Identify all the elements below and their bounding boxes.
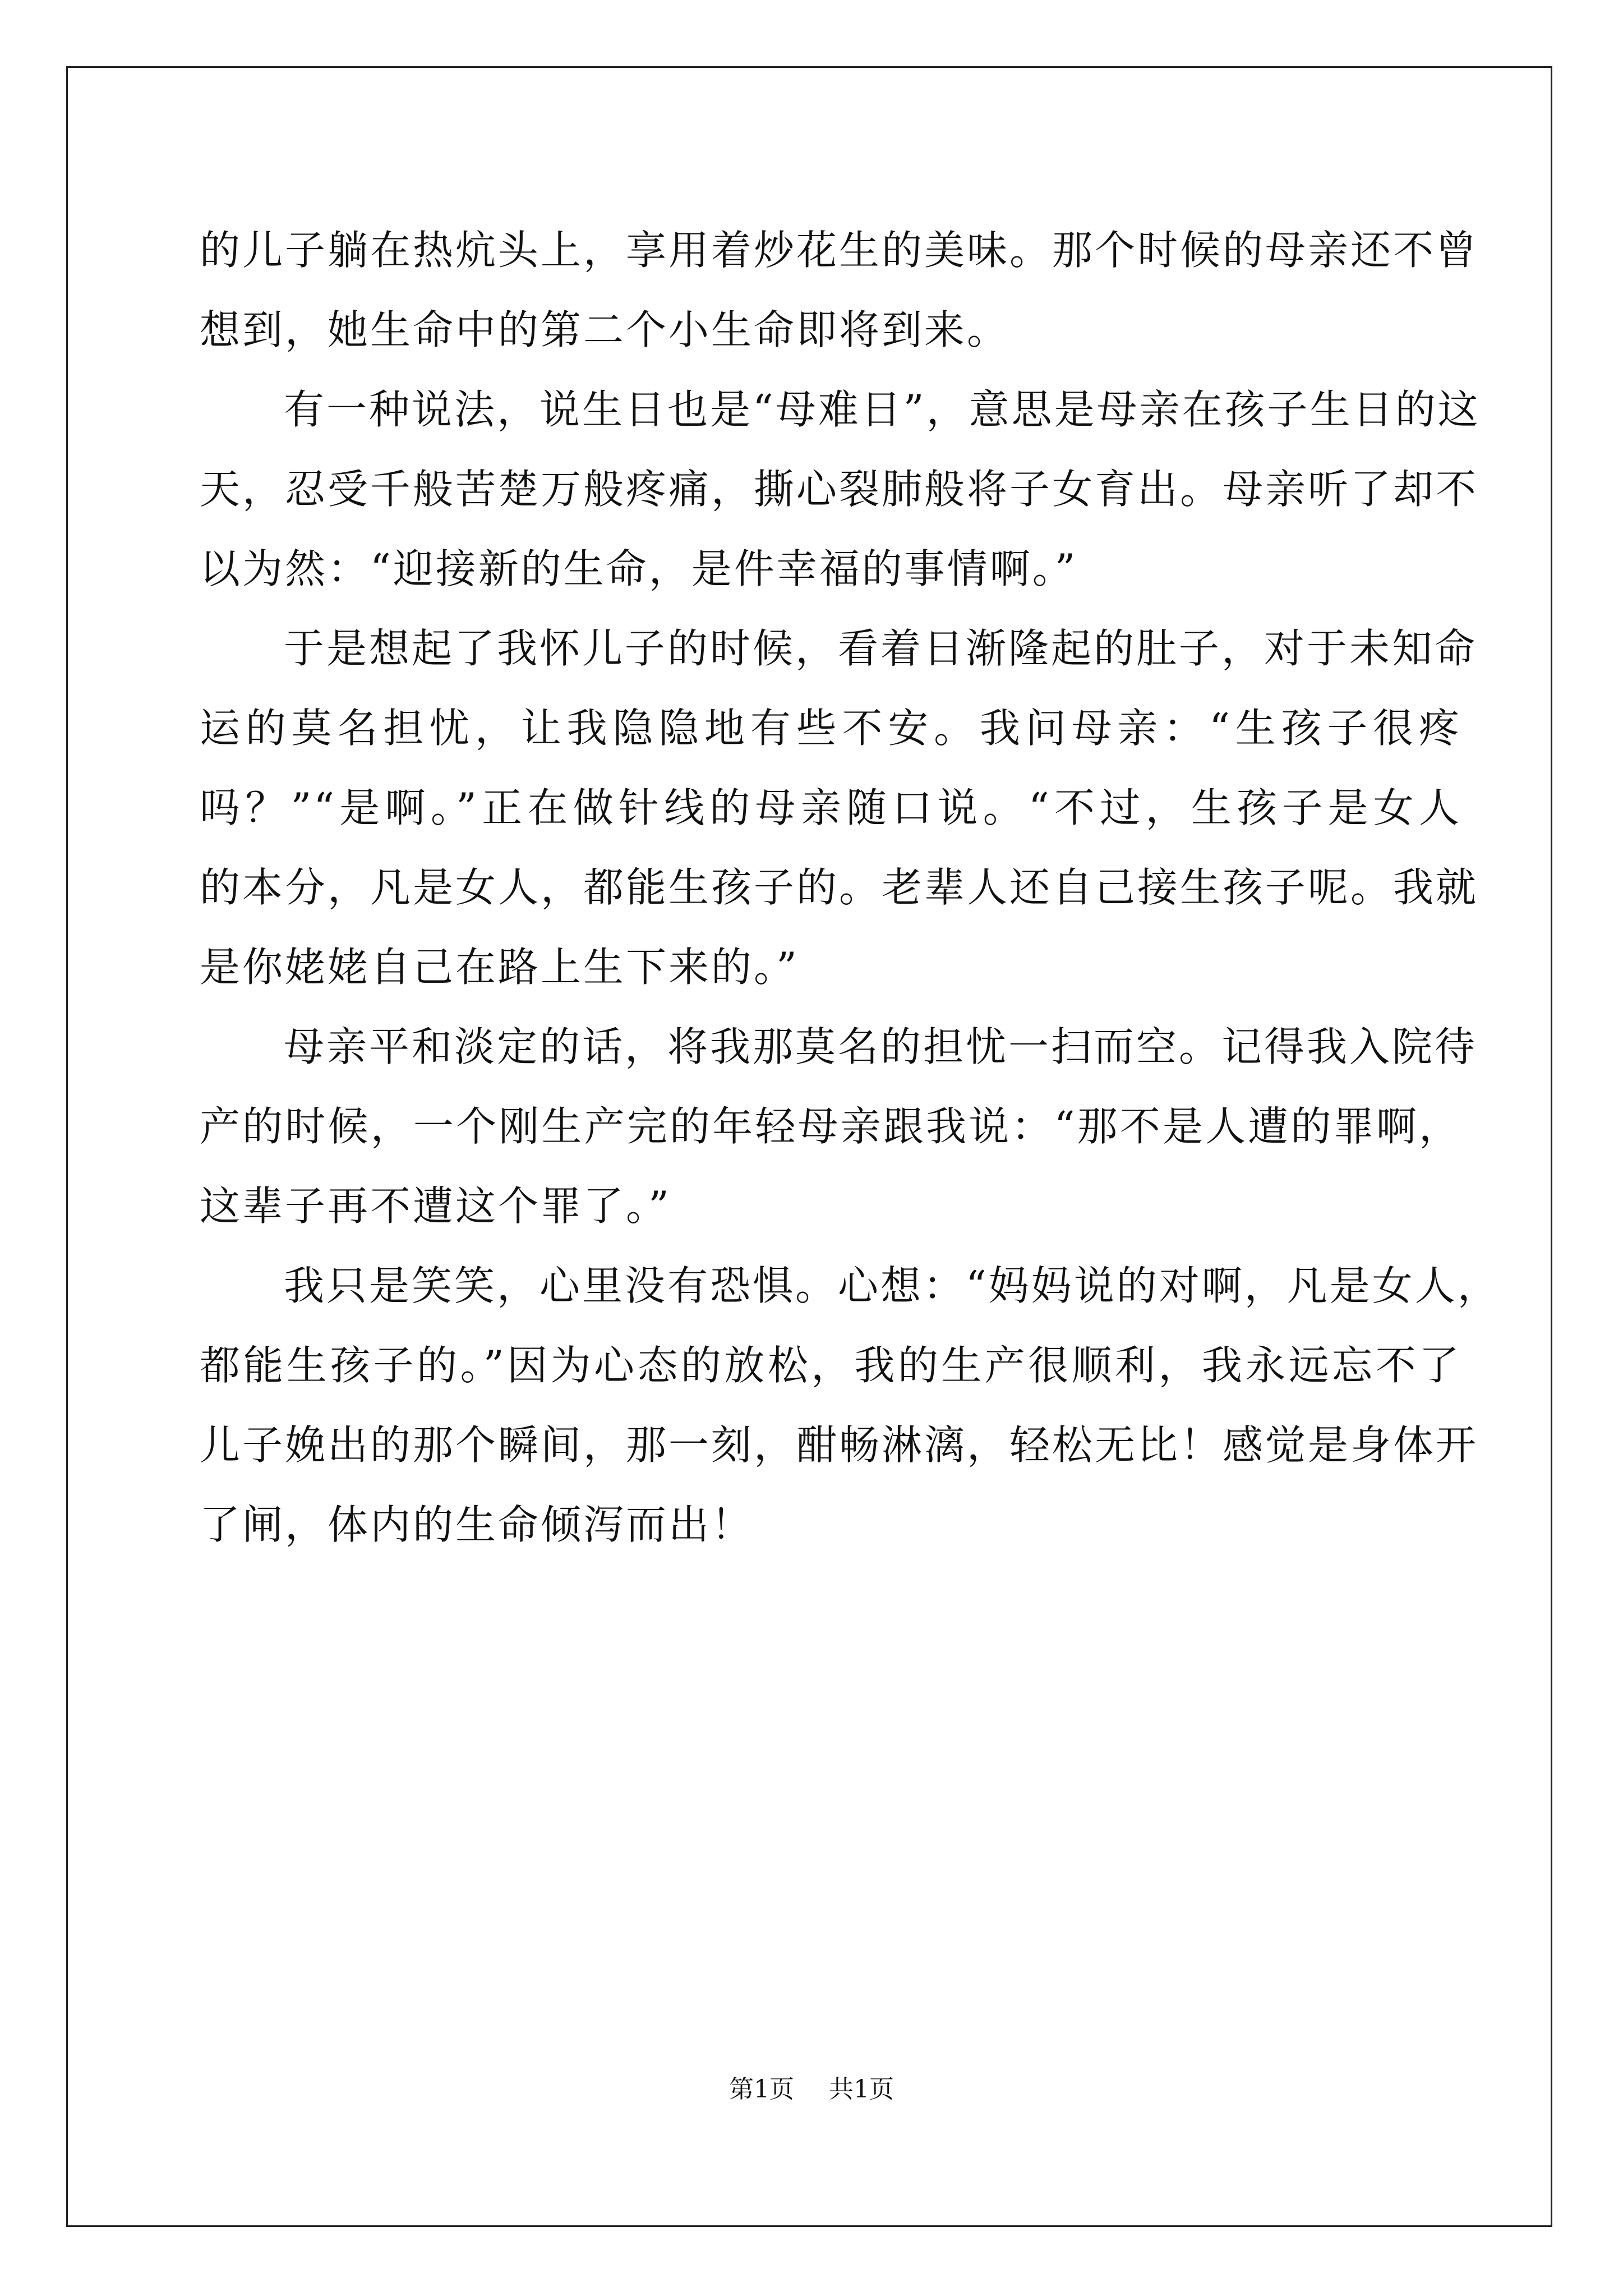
text-line: 吗？”“是啊。”正在做针线的母亲随口说。“不过，生孩子是女人 [200, 784, 1461, 831]
text-line: 以为然：“迎接新的生命，是件幸福的事情啊。” [200, 545, 1078, 592]
page-number: 第1页 [729, 2075, 794, 2104]
text-line: 产的时候，一个刚生产完的年轻母亲跟我说：“那不是人遭的罪啊， [200, 1103, 1461, 1150]
text-line: 母亲平和淡定的话，将我那莫名的担忧一扫而空。记得我入院待 [284, 1023, 1478, 1070]
text-line: 我只是笑笑，心里没有恐惧。心想：“妈妈说的对啊，凡是女人， [284, 1262, 1500, 1309]
text-line: 的儿子躺在热炕头上，享用着炒花生的美味。那个时候的母亲还不曾 [200, 227, 1479, 274]
text-line: 有一种说法，说生日也是“母难日”，意思是母亲在孩子生日的这 [284, 386, 1481, 433]
page-footer [0, 2073, 1623, 2106]
text-line: 这辈子再不遭这个罪了。” [200, 1182, 671, 1230]
text-line: 儿子娩出的那个瞬间，那一刻，酣畅淋漓，轻松无比！感觉是身体开 [200, 1421, 1479, 1469]
text-line: 的本分，凡是女人，都能生孩子的。老辈人还自己接生孩子呢。我就 [200, 864, 1479, 911]
text-line: 了闸，体内的生命倾泻而出！ [200, 1501, 754, 1548]
text-line: 于是想起了我怀儿子的时候，看着日渐隆起的肚子，对于未知命 [284, 625, 1478, 672]
text-line: 想到，她生命中的第二个小生命即将到来。 [200, 306, 1010, 353]
text-line: 都能生孩子的。”因为心态的放松，我的生产很顺利，我永远忘不了 [200, 1342, 1461, 1389]
text-line: 是你姥姥自己在路上生下来的。” [200, 944, 799, 991]
document-body [200, 210, 1500, 1565]
text-line: 运的莫名担忧，让我隐隐地有些不安。我问母亲：“生孩子很疼 [200, 705, 1461, 752]
text-line: 天，忍受千般苦楚万般疼痛，撕心裂肺般将子女育出。母亲听了却不 [200, 466, 1479, 513]
page-total: 共1页 [829, 2075, 894, 2104]
